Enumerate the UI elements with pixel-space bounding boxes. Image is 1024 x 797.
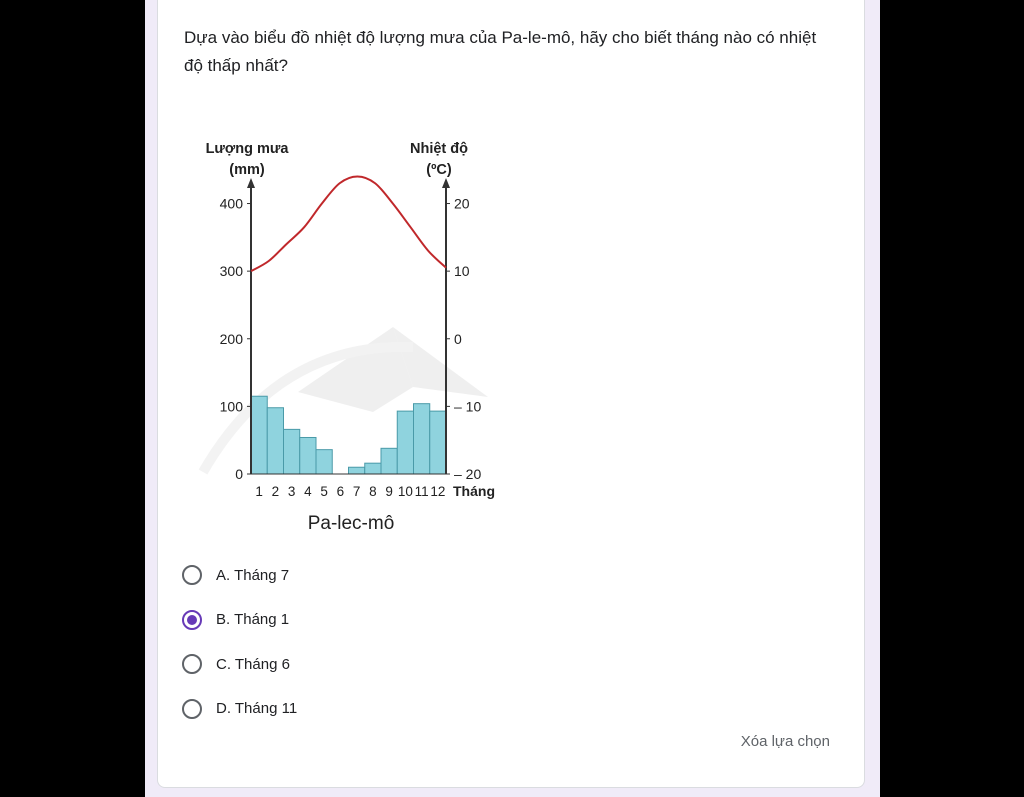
chart-title: Pa-lec-mô — [307, 513, 395, 534]
rain-bar — [414, 404, 430, 474]
right-tick-label: 10 — [454, 263, 470, 280]
climate-chart — [178, 132, 518, 552]
rain-bar — [381, 448, 397, 474]
option-2[interactable] — [182, 598, 297, 642]
radio-unchecked[interactable] — [182, 699, 202, 719]
left-axis-arrow — [247, 178, 255, 188]
right-tick-label: 0 — [454, 330, 462, 347]
left-tick-label: 300 — [219, 263, 243, 280]
question-text: Dựa vào biểu đồ nhiệt độ lượng mưa của Pa-le-mô, hãy cho biết tháng nào có nhiệt độ thấp nhất? — [184, 28, 817, 75]
rain-bar — [397, 411, 413, 474]
option-label: C. Tháng 6 — [216, 655, 290, 673]
left-axis-title: (mm) — [229, 162, 265, 178]
month-label: 6 — [336, 484, 345, 499]
right-axis-title: Nhiệt độ — [410, 141, 468, 157]
x-axis-label: Tháng — [453, 483, 495, 499]
left-tick-label: 200 — [219, 330, 243, 347]
month-label: 4 — [304, 484, 312, 499]
left-tick-label: 400 — [219, 195, 243, 212]
rain-bar — [284, 429, 300, 474]
month-label: 5 — [320, 484, 328, 499]
left-axis-title: Lượng mưa — [205, 141, 289, 157]
clear-selection-button[interactable]: Xóa lựa chọn — [740, 733, 830, 750]
left-tick-label: 100 — [219, 398, 243, 415]
radio-unchecked[interactable] — [182, 565, 202, 585]
month-label: 9 — [385, 484, 393, 499]
month-label: 12 — [430, 484, 446, 499]
month-label: 3 — [287, 484, 296, 499]
left-tick-label: 0 — [235, 466, 243, 482]
month-label: 11 — [414, 484, 429, 499]
option-1[interactable] — [182, 553, 297, 597]
month-label: 10 — [397, 484, 413, 499]
month-label: 8 — [369, 484, 377, 499]
right-axis-title: (ºC) — [426, 162, 452, 178]
temperature-line — [251, 176, 446, 271]
rain-bar — [365, 463, 381, 474]
right-axis-arrow — [442, 178, 450, 188]
right-tick-label: 20 — [454, 195, 470, 212]
right-tick-label: – 20 — [454, 466, 482, 482]
radio-unchecked[interactable] — [182, 654, 202, 674]
option-label: A. Tháng 7 — [216, 566, 290, 584]
rain-bar — [349, 467, 365, 474]
option-label: B. Tháng 1 — [216, 611, 290, 629]
rain-bar — [316, 450, 332, 474]
right-tick-label: – 10 — [454, 398, 482, 415]
rain-bar — [430, 411, 446, 474]
rain-bar — [251, 396, 267, 474]
rain-bar — [267, 408, 283, 474]
option-3[interactable] — [182, 642, 297, 686]
month-label: 2 — [271, 484, 280, 499]
option-label: D. Tháng 11 — [216, 700, 298, 718]
option-4[interactable] — [182, 687, 297, 731]
options-group — [182, 553, 297, 731]
rain-bar — [300, 437, 316, 474]
month-label: 1 — [255, 484, 263, 499]
radio-checked[interactable] — [182, 610, 202, 630]
month-label: 7 — [352, 484, 361, 499]
question-card — [157, 0, 865, 788]
